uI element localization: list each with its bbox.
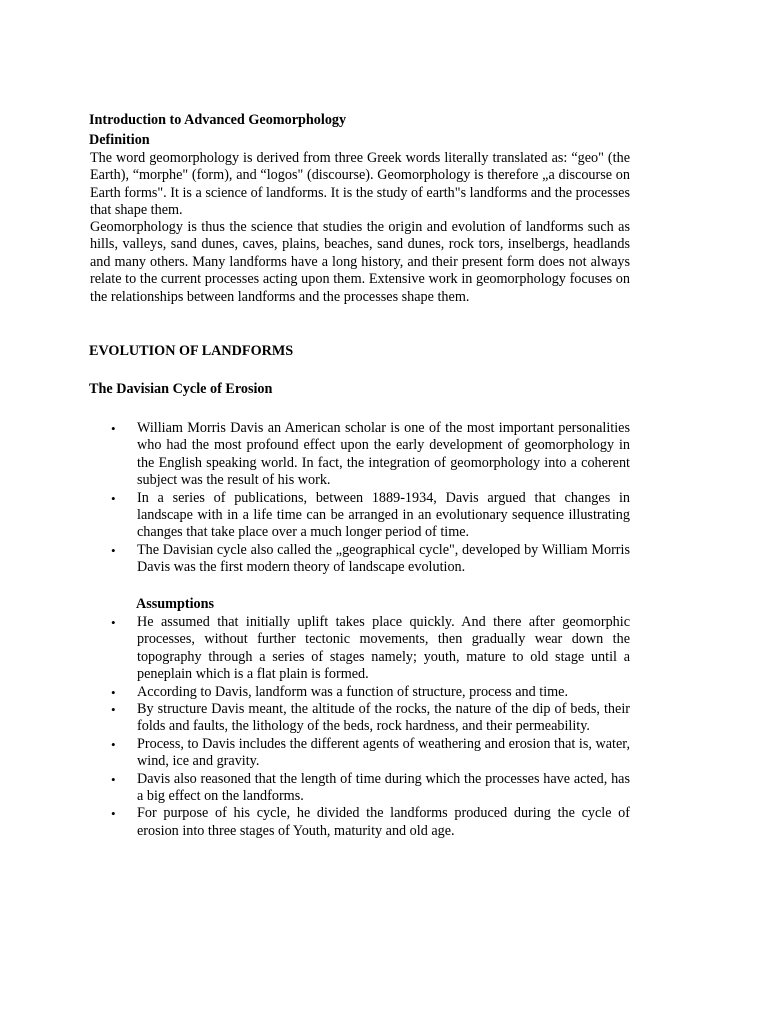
list-item-text: For purpose of his cycle, he divided the landforms produced during the cycle of erosion into three stages of Youth, maturity and old age.	[137, 805, 630, 839]
bullet-icon: •	[111, 684, 116, 700]
section-heading: EVOLUTION OF LANDFORMS	[89, 343, 294, 359]
assumptions-heading: Assumptions	[136, 596, 215, 612]
definition-paragraph-2: Geomorphology is thus the science that studies the origin and evolution of landforms such as hills, valleys, sand dunes, caves, plains, beaches, sand dunes, rock tors, inselbergs, headlands and many others. Many landforms have a long history, and their present form does not always relate to the current processes acting upon them. Extensive work in geomorphology focuses on the relationships between landforms and the processes shape them.	[90, 219, 630, 305]
definition-heading: Definition	[89, 132, 150, 148]
bullet-icon: •	[111, 806, 116, 822]
list-item-text: He assumed that initially uplift takes place quickly. And there after geomorphic processes, without further tectonic movements, then gradually wear down the topography through a series of stages namely; youth, mature to old stage until a peneplain which is a flat plain is formed.	[137, 614, 630, 683]
bullet-icon: •	[111, 615, 116, 630]
list-item-text: Davis also reasoned that the length of time during which the processes have acted, has a big effect on the landforms.	[137, 770, 630, 805]
list-item-text: By structure Davis meant, the altitude of the rocks, the nature of the dip of beds, their folds and faults, the lithology of the beds, rock hardness, and their permeability.	[137, 701, 630, 735]
bullet-icon: •	[111, 490, 116, 506]
list-item	[89, 420, 630, 490]
list-item	[89, 701, 630, 736]
bullet-icon: •	[111, 736, 116, 752]
bullet-icon: •	[111, 542, 116, 558]
list-item	[89, 542, 630, 577]
list-item	[89, 490, 630, 542]
list-item-text: William Morris Davis an American scholar is one of the most important personalities who had the most profound effect upon the early development of geomorphology in the English speaking world. In fact, the integration of geomorphology into a coherent subject was the result of his work.	[137, 420, 630, 489]
list-item-text: Process, to Davis includes the different agents of weathering and erosion that is, water, wind, ice and gravity.	[137, 735, 630, 770]
list-item-text: In a series of publications, between 1889-1934, Davis argued that changes in landscape with in a life time can be arranged in an evolutionary sequence illustrating changes that take place over a much longer period of time.	[137, 489, 630, 541]
subsection-heading: The Davisian Cycle of Erosion	[89, 381, 273, 397]
bullet-icon: •	[111, 702, 116, 718]
list-item-text: The Davisian cycle also called the „geographical cycle", developed by William Morris Davis was the first modern theory of landscape evolution.	[137, 541, 630, 576]
list-item	[89, 736, 630, 771]
document-title: Introduction to Advanced Geomorphology	[89, 112, 347, 128]
bullet-icon: •	[111, 771, 116, 787]
definition-paragraph-1: The word geomorphology is derived from three Greek words literally translated as: “geo" (the Earth), “morphe" (form), and “logos" (discourse). Geomorphology is therefore „a discourse on Earth forms". It is a science of landforms. It is the study of earth"s landforms and the processes that shape them.	[90, 150, 630, 219]
davis-bullet-list	[89, 420, 630, 577]
list-item	[89, 614, 630, 684]
list-item	[89, 771, 630, 806]
list-item	[89, 684, 630, 701]
list-item	[89, 805, 630, 840]
assumptions-bullet-list	[89, 614, 630, 840]
bullet-icon: •	[111, 421, 116, 436]
list-item-text: According to Davis, landform was a function of structure, process and time.	[137, 683, 569, 700]
